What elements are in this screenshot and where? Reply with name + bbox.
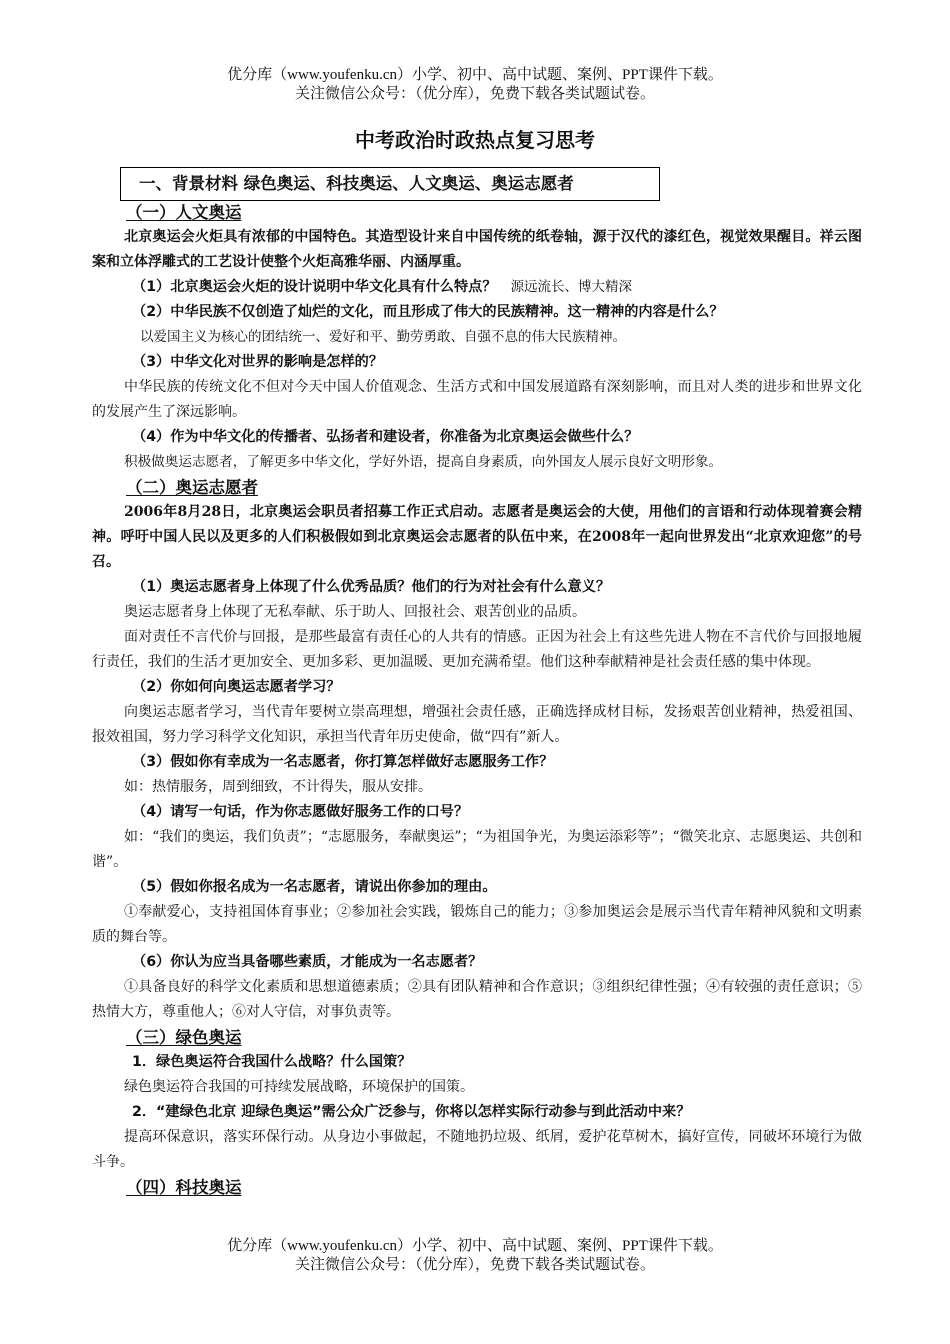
part-2-heading: （二）奥运志愿者 xyxy=(126,478,258,497)
footer-line-1: 优分库（www.youfenku.cn）小学、初中、高中试题、案例、PPT课件下载。 xyxy=(227,1238,723,1254)
part-2-answer-3: 如：热情服务，周到细致，不计得失，服从安排。 xyxy=(124,779,432,795)
section-1-heading: 一、背景材料 绿色奥运、科技奥运、人文奥运、奥运志愿者 xyxy=(120,167,660,201)
part-2-question-4: （4）请写一句话，作为你志愿做好服务工作的口号？ xyxy=(132,804,469,820)
part-3-heading: （三）绿色奥运 xyxy=(126,1028,242,1047)
part-1-question-2: （2）中华民族不仅创造了灿烂的文化，而且形成了伟大的民族精神。这一精神的内容是什么？ xyxy=(132,304,724,320)
part-1-question-4: （4）作为中华文化的传播者、弘扬者和建设者，你准备为北京奥运会做些什么？ xyxy=(132,429,639,445)
part-2-question-1: （1）奥运志愿者身上体现了什么优秀品质？他们的行为对社会有什么意义？ xyxy=(132,579,611,595)
part-1-question-3: （3）中华文化对世界的影响是怎样的？ xyxy=(132,354,384,370)
header-line-1: 优分库（www.youfenku.cn）小学、初中、高中试题、案例、PPT课件下载。 xyxy=(227,67,723,83)
document-title: 中考政治时政热点复习思考 xyxy=(355,128,595,152)
part-2-answer-1a: 奥运志愿者身上体现了无私奉献、乐于助人、回报社会、艰苦创业的品质。 xyxy=(124,604,586,620)
part-3-question-1: 1．绿色奥运符合我国什么战略？什么国策？ xyxy=(132,1054,412,1070)
part-1-answer-2: 以爱国主义为核心的团结统一、爱好和平、勤劳勇敢、自强不息的伟大民族精神。 xyxy=(140,329,626,345)
part-3-answer-2: 提高环保意识，落实环保行动。从身边小事做起，不随地扔垃圾、纸屑，爱护花草树木，搞好宣传，同破坏环境行为做斗争。 xyxy=(92,1129,862,1170)
part-2-question-3: （3）假如你有幸成为一名志愿者，你打算怎样做好志愿服务工作？ xyxy=(132,754,554,770)
page-header xyxy=(0,66,950,104)
part-2-question-2: （2）你如何向奥运志愿者学习？ xyxy=(132,679,341,695)
part-1-answer-1: 源远流长、博大精深 xyxy=(510,279,633,295)
part-2-question-6: （6）你认为应当具备哪些素质，才能成为一名志愿者？ xyxy=(132,954,483,970)
part-3-question-2: 2．“建绿色北京 迎绿色奥运”需公众广泛参与，你将以怎样实际行动参与到此活动中来？ xyxy=(132,1104,691,1120)
part-1-q1-text: （1）北京奥运会火炬的设计说明中华文化具有什么特点？ xyxy=(132,279,497,295)
part-2-question-5: （5）假如你报名成为一名志愿者，请说出你参加的理由。 xyxy=(132,879,497,895)
part-2-answer-6: ①具备良好的科学文化素质和思想道德素质；②具有团队精神和合作意识；③组织纪律性强；④有较强的责任意识；⑤热情大方，尊重他人；⑥对人守信，对事负责等。 xyxy=(92,979,862,1020)
part-1-material: 北京奥运会火炬具有浓郁的中国特色。其造型设计来自中国传统的纸卷轴，源于汉代的漆红色，视觉效果醒目。祥云图案和立体浮雕式的工艺设计使整个火炬高雅华丽、内涵厚重。 xyxy=(92,229,862,270)
document-body xyxy=(92,200,862,1200)
part-2-answer-5: ①奉献爱心，支持祖国体育事业；②参加社会实践，锻炼自己的能力；③参加奥运会是展示当代青年精神风貌和文明素质的舞台等。 xyxy=(92,904,862,945)
part-2-answer-1b: 面对责任不言代价与回报，是那些最富有责任心的人共有的情感。正因为社会上有这些先进人物在不言代价与回报地履行责任，我们的生活才更加安全、更加多彩、更加温暖、更加充满希望。他们这种奉献精神是社会责任感的集中体现。 xyxy=(92,629,862,670)
header-line-2: 关注微信公众号：（优分库），免费下载各类试题试卷。 xyxy=(294,86,655,102)
footer-line-2: 关注微信公众号：（优分库），免费下载各类试题试卷。 xyxy=(294,1257,655,1273)
part-1-heading: （一）人文奥运 xyxy=(126,203,242,222)
part-4-heading: （四）科技奥运 xyxy=(126,1178,242,1197)
part-2-material: 2006年8月28日，北京奥运会职员者招募工作正式启动。志愿者是奥运会的大使，用他们的言语和行动体现着赛会精神。呼吁中国人民以及更多的人们积极假如到北京奥运会志愿者的队伍中来，在2008年一起向世界发出“北京欢迎您”的号召。 xyxy=(92,504,862,570)
page-footer xyxy=(0,1237,950,1275)
part-3-answer-1: 绿色奥运符合我国的可持续发展战略，环境保护的国策。 xyxy=(124,1079,474,1095)
part-1-answer-3: 中华民族的传统文化不但对今天中国人价值观念、生活方式和中国发展道路有深刻影响，而且对人类的进步和世界文化的发展产生了深远影响。 xyxy=(92,379,862,420)
part-2-answer-2: 向奥运志愿者学习，当代青年要树立崇高理想，增强社会责任感，正确选择成材目标，发扬艰苦创业精神，热爱祖国、报效祖国，努力学习科学文化知识，承担当代青年历史使命，做“四有”新人。 xyxy=(92,704,862,745)
part-1-answer-4: 积极做奥运志愿者，了解更多中华文化，学好外语，提高自身素质，向外国友人展示良好文明形象。 xyxy=(124,454,723,470)
part-2-answer-4: 如：“我们的奥运，我们负责”；“志愿服务，奉献奥运”；“为祖国争光，为奥运添彩等”；“微笑北京、志愿奥运、共创和谐”。 xyxy=(92,829,862,870)
part-1-question-1 xyxy=(92,275,862,300)
